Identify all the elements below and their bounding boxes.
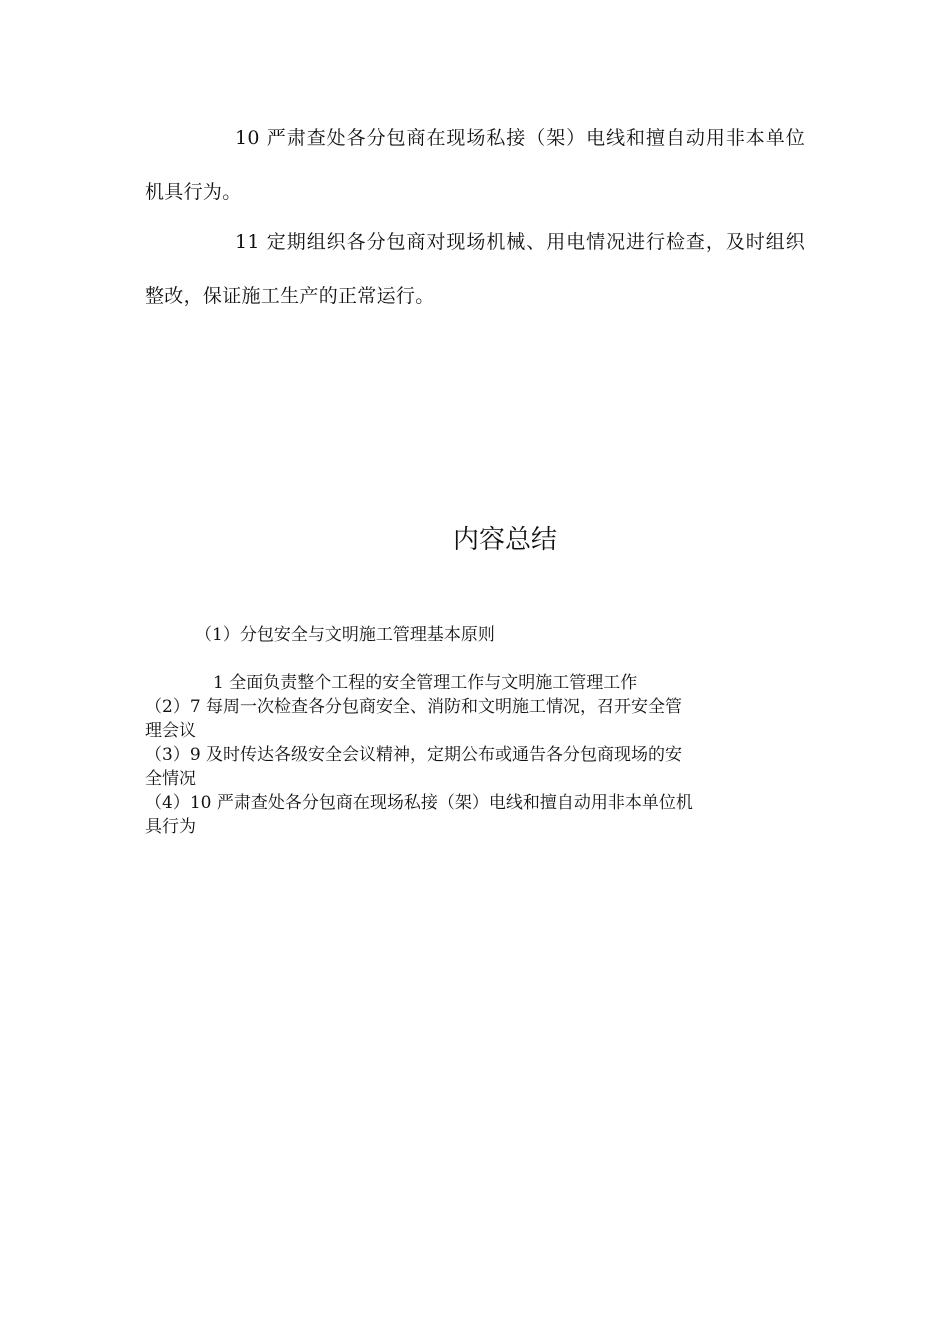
- summary-list: [145, 695, 805, 839]
- summary-line: 理会议: [145, 721, 196, 741]
- summary-line: （3）9 及时传达各级安全会议精神，定期公布或通告各分包商现场的安: [145, 745, 683, 765]
- summary-line: 全情况: [145, 769, 196, 789]
- summary-heading: （1）分包安全与文明施工管理基本原则: [195, 625, 495, 645]
- summary-title: 内容总结: [452, 525, 557, 555]
- summary-line: （4）10 严肃查处各分包商在现场私接（架）电线和擅自动用非本单位机: [145, 793, 693, 813]
- summary-line: （2）7 每周一次检查各分包商安全、消防和文明施工情况，召开安全管: [145, 697, 683, 717]
- summary-subitem: 1 全面负责整个工程的安全管理工作与文明施工管理工作: [213, 673, 638, 693]
- paragraph-item-10: 10 严肃查处各分包商在现场私接（架）电线和擅自动用非本单位机具行为。: [145, 127, 805, 203]
- summary-line: 具行为: [145, 817, 196, 837]
- paragraph-item-11: 11 定期组织各分包商对现场机械、用电情况进行检查，及时组织整改，保证施工生产的正常运行。: [145, 231, 805, 307]
